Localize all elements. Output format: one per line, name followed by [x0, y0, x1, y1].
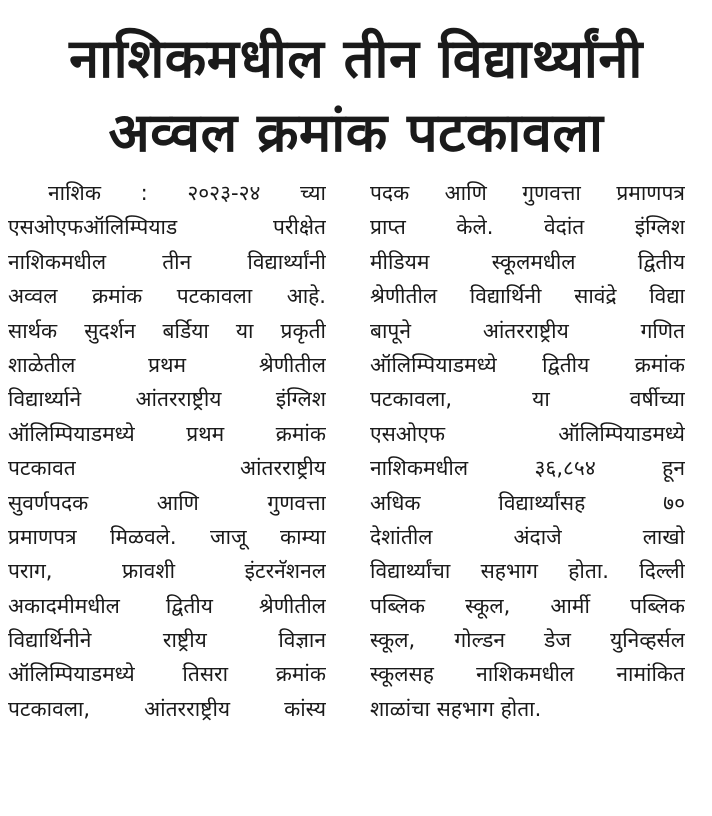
article-line: विद्यार्थिनीने राष्ट्रीय विज्ञान — [8, 628, 326, 653]
article-line: स्कूलसह नाशिकमधील नामांकित — [370, 662, 685, 687]
article-line: पटकावत आंतरराष्ट्रीय — [8, 456, 326, 481]
article-line: मीडियम स्कूलमधील द्वितीय — [370, 249, 685, 274]
article-line: सुवर्णपदक आणि गुणवत्ता — [8, 490, 326, 515]
article-line: पदक आणि गुणवत्ता प्रमाणपत्र — [370, 181, 685, 205]
article-line: एसओएफऑलिम्पियाड परीक्षेत — [8, 215, 326, 240]
article-line: विद्यार्थ्याने आंतरराष्ट्रीय इंग्लिश — [8, 387, 326, 412]
headline — [0, 22, 712, 170]
article-line: ऑलिम्पियाडमध्ये द्वितीय क्रमांक — [370, 352, 685, 377]
article-column-right — [370, 176, 685, 726]
article-line: पब्लिक स्कूल, आर्मी पब्लिक — [370, 593, 685, 618]
article-line: ऑलिम्पियाडमध्ये प्रथम क्रमांक — [8, 421, 326, 446]
headline-line-2: अव्वल क्रमांक पटकावला — [108, 101, 604, 164]
article-line: श्रेणीतील विद्यार्थिनी सावंद्रे विद्या — [370, 284, 685, 309]
article-line: एसओएफ ऑलिम्पियाडमध्ये — [370, 421, 685, 446]
article-line: शाळांचा सहभाग होता. — [370, 696, 542, 721]
article-line: विद्यार्थ्यांचा सहभाग होता. दिल्ली — [370, 559, 685, 584]
article-line: पराग, फ्रावशी इंटरनॅशनल — [8, 559, 326, 584]
article-line: स्कूल, गोल्डन डेज युनिव्हर्सल — [370, 628, 685, 653]
article-line: अव्वल क्रमांक पटकावला आहे. — [8, 284, 326, 309]
article-line: प्रमाणपत्र मिळवले. जाजू काम्या — [8, 524, 326, 549]
article-line: अधिक विद्यार्थ्यांसह ७० — [370, 490, 685, 515]
article-line: प्राप्त केले. वेदांत इंग्लिश — [370, 215, 685, 240]
article-line: देशांतील अंदाजे लाखो — [370, 524, 685, 549]
article-line: शाळेतील प्रथम श्रेणीतील — [8, 352, 326, 377]
article-line: नाशिकमधील तीन विद्यार्थ्यांनी — [8, 249, 326, 274]
article-line: बापूने आंतरराष्ट्रीय गणित — [370, 318, 685, 343]
article-line: पटकावला, या वर्षीच्या — [370, 387, 685, 412]
headline-line-1: नाशिकमधील तीन विद्यार्थ्यांनी — [69, 27, 643, 90]
article-line: सार्थक सुदर्शन बर्डिया या प्रकृती — [8, 318, 326, 343]
article-line: नाशिकमधील ३६,८५४ हून — [370, 456, 685, 481]
article-line: ऑलिम्पियाडमध्ये तिसरा क्रमांक — [8, 662, 326, 687]
article-line: अकादमीमधील द्वितीय श्रेणीतील — [8, 593, 326, 618]
article-line: नाशिक : २०२३-२४ च्या — [48, 181, 326, 205]
article-column-left — [8, 176, 326, 726]
article-line: पटकावला, आंतरराष्ट्रीय कांस्य — [8, 696, 326, 721]
